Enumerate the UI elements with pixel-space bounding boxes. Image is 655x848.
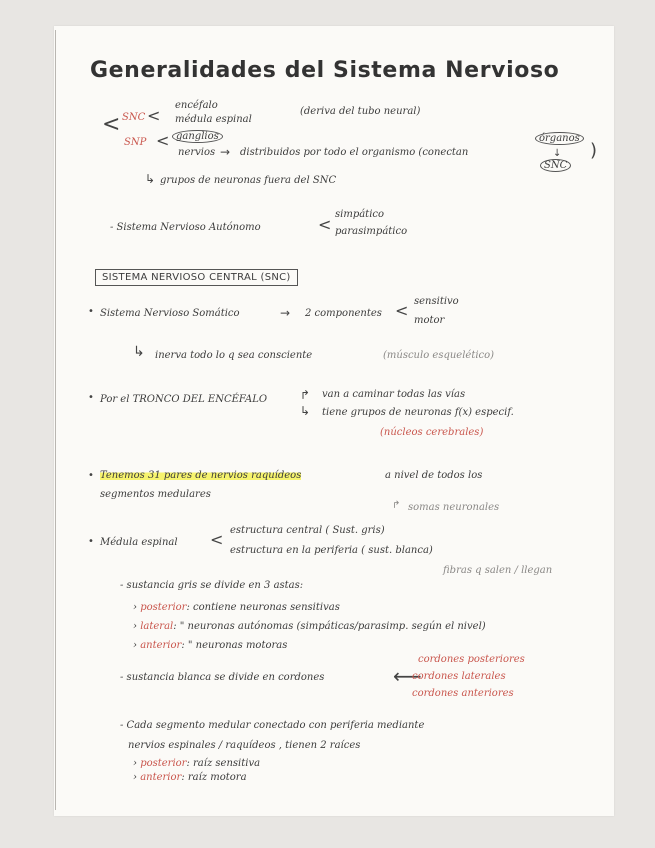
gris-item-lateral: › lateral: " neuronas autónomas (simpáticas/parasimp. según el nivel) (133, 621, 486, 632)
nervios-desc: distribuidos por todo el organismo (conectan (240, 147, 469, 158)
tronco-line2: tiene grupos de neuronas f(x) especif. (322, 407, 514, 418)
arrow-right-icon: → (280, 306, 291, 320)
arrow-right-icon: ↱ (300, 388, 311, 402)
medula-item: estructura central ( Sust. gris) (230, 525, 385, 536)
ganglios-circled: ganglios (172, 130, 223, 143)
nervios-rest: a nivel de todos los (385, 470, 483, 481)
arrow-left-icon: ⟵ (393, 664, 422, 688)
bullet-icon: • (88, 536, 94, 547)
segmento-line1: - Cada segmento medular conectado con periferia mediante (120, 720, 425, 731)
snc-item: encéfalo (175, 100, 218, 111)
gris-item-anterior: › anterior: " neuronas motoras (133, 640, 288, 651)
inerva-note: (músculo esquelético) (383, 350, 495, 361)
bullet-icon: • (88, 392, 94, 403)
gris-item-posterior: › posterior: contiene neuronas sensitivas (133, 602, 340, 613)
tronco-note: (núcleos cerebrales) (380, 427, 484, 438)
somatico-components: 2 componentes (305, 308, 382, 319)
autonomo-item: parasimpático (335, 226, 408, 237)
hook-arrow-icon: ↳ (300, 404, 311, 418)
hook-arrow-icon: ↳ (133, 344, 145, 360)
medula-item: estructura en la periferia ( sust. blanca) (230, 545, 433, 556)
bracket-icon: < (210, 530, 224, 549)
raiz-item-posterior: › posterior: raíz sensitiva (133, 758, 261, 769)
margin-line (55, 30, 56, 810)
bracket-icon: < (147, 106, 161, 125)
page-title: Generalidades del Sistema Nervioso (90, 58, 560, 83)
ganglios-desc: grupos de neuronas fuera del SNC (160, 175, 337, 186)
cordon-item: cordones anteriores (412, 688, 514, 699)
bullet-icon: • (88, 470, 94, 481)
autonomo-label: - Sistema Nervioso Autónomo (110, 222, 261, 233)
somas-note: somas neuronales (408, 502, 500, 513)
arrow-up-icon: ↱ (392, 500, 401, 511)
cordon-item: cordones posteriores (418, 654, 525, 665)
tronco-text: Por el TRONCO DEL ENCÉFALO (100, 394, 268, 405)
hook-arrow-icon: ↳ (145, 172, 156, 186)
gris-text: - sustancia gris se divide en 3 astas: (120, 580, 304, 591)
cordon-item: cordones laterales (412, 671, 506, 682)
snc-label: SNC (122, 112, 146, 123)
organos-circled: órganos (535, 132, 584, 145)
arrow-down-icon: ↓ (553, 148, 562, 159)
arrow-right-icon: → (220, 145, 231, 159)
medula-text: Médula espinal (100, 537, 178, 548)
snc-note: (deriva del tubo neural) (300, 106, 421, 117)
paren-icon: ) (590, 140, 598, 161)
nervios-label: nervios (178, 147, 216, 158)
raiz-item-anterior: › anterior: raíz motora (133, 772, 247, 783)
snc-circled: SNC (540, 159, 571, 172)
bullet-icon: • (88, 306, 94, 317)
bracket-icon: < (395, 301, 409, 320)
bracket-icon: < (318, 215, 332, 234)
snc-item: médula espinal (175, 114, 252, 125)
somatico-item: sensitivo (414, 296, 459, 307)
section-heading: SISTEMA NERVIOSO CENTRAL (SNC) (95, 269, 298, 286)
blanca-text: - sustancia blanca se divide en cordones (120, 672, 325, 683)
somatico-text: Sistema Nervioso Somático (100, 308, 240, 319)
somatico-item: motor (414, 315, 445, 326)
nervios-line2: segmentos medulares (100, 489, 211, 500)
fibras-note: fibras q salen / llegan (443, 565, 553, 576)
snp-label: SNP (124, 137, 147, 148)
bracket-icon: < (102, 112, 121, 137)
nervios-highlight: Tenemos 31 pares de nervios raquídeos (100, 470, 302, 481)
tronco-line1: van a caminar todas las vías (322, 389, 466, 400)
inerva-text: inerva todo lo q sea consciente (155, 350, 313, 361)
autonomo-item: simpático (335, 209, 385, 220)
bracket-icon: < (156, 131, 170, 150)
segmento-line2: nervios espinales / raquídeos , tienen 2 raíces (128, 740, 361, 751)
